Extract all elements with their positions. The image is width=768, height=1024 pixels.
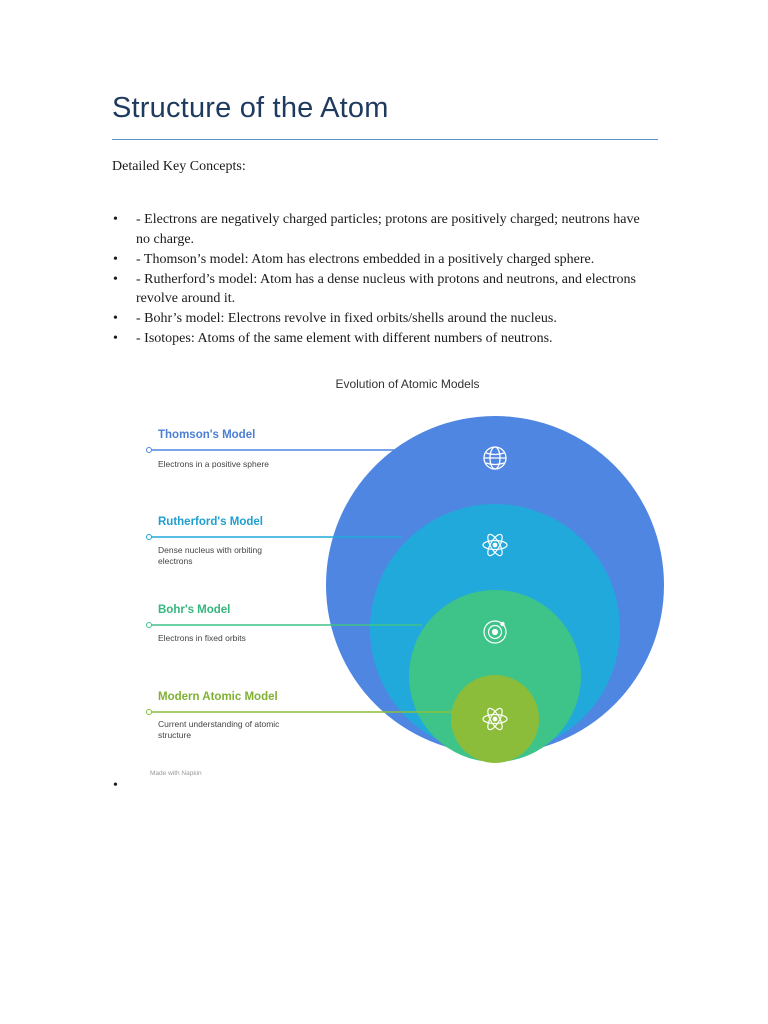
modern-connector-dot	[147, 710, 152, 715]
empty-bullet: •	[113, 778, 118, 793]
list-item: • - Bohr’s model: Electrons revolve in fixed orbits/shells around the nucleus.	[112, 309, 652, 329]
title-divider	[112, 139, 658, 140]
model-desc-rutherford: Dense nucleus with orbiting electrons	[158, 545, 262, 566]
bullet-icon: •	[113, 251, 118, 267]
subtitle: Detailed Key Concepts:	[112, 159, 246, 174]
page-title: Structure of the Atom	[112, 92, 389, 124]
model-label-rutherford: Rutherford's Model	[158, 516, 263, 528]
model-desc-bohr: Electrons in fixed orbits	[158, 633, 246, 643]
rutherford-connector-dot	[147, 535, 152, 540]
diagram-title: Evolution of Atomic Models	[335, 377, 480, 391]
list-item: • - Thomson’s model: Atom has electrons embedded in a positively charged sphere.	[112, 250, 652, 270]
thomson-connector-dot	[147, 448, 152, 453]
bullet-icon: •	[113, 331, 118, 346]
list-item: • - Electrons are negatively charged particles; protons are positively charged; neutrons have no charge.	[113, 212, 640, 247]
key-concepts-list	[112, 210, 652, 349]
bohr-connector-dot	[147, 623, 152, 628]
bullet-icon: •	[113, 271, 118, 287]
model-label-thomson: Thomson's Model	[158, 429, 256, 441]
model-label-modern: Modern Atomic Model	[158, 691, 278, 703]
list-item: • - Isotopes: Atoms of the same element with different numbers of neutrons.	[112, 329, 652, 349]
model-desc-thomson: Electrons in a positive sphere	[158, 459, 270, 469]
model-label-bohr: Bohr's Model	[158, 604, 231, 616]
bullet-icon: •	[113, 212, 118, 227]
atomic-models-diagram	[140, 370, 680, 790]
bullet-icon: •	[113, 311, 118, 326]
model-desc-modern: Current understanding of atomic structure	[158, 719, 280, 740]
list-item: • - Rutherford’s model: Atom has a dense nucleus with protons and neutrons, and electrons revolve around it.	[113, 271, 637, 306]
made-with-napkin-watermark: Made with Napkin	[150, 770, 202, 777]
